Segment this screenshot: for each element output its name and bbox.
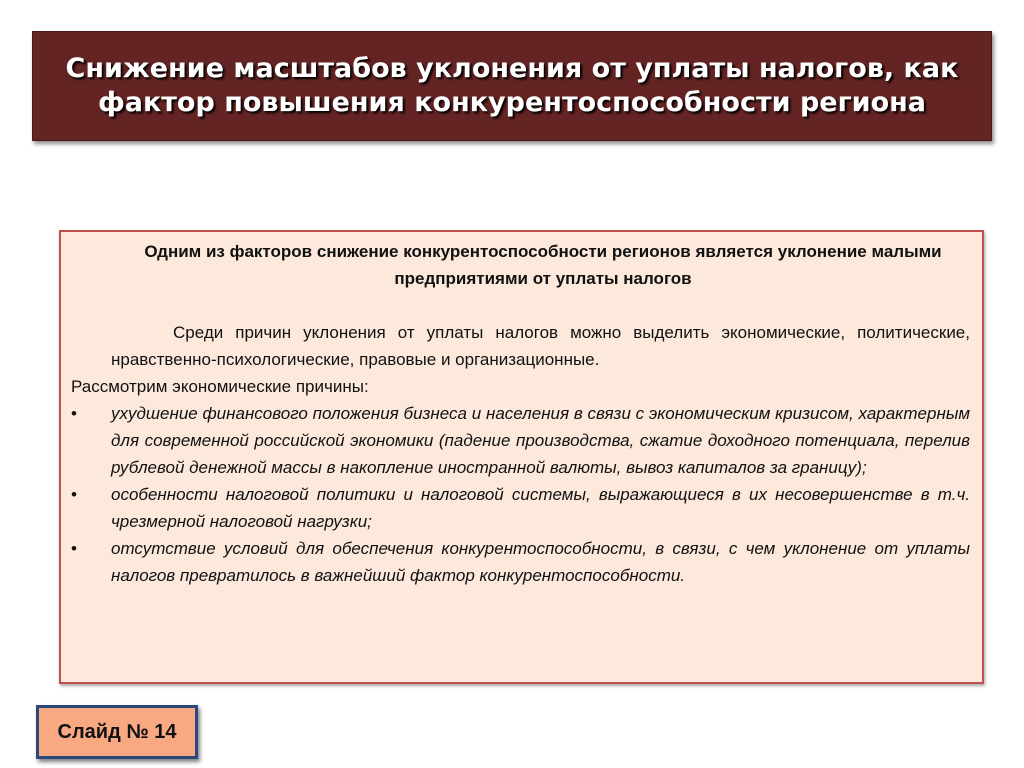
slide-number-badge bbox=[36, 705, 198, 759]
slide-number-label: Слайд № 14 bbox=[57, 720, 177, 743]
list-item bbox=[71, 400, 970, 481]
reasons-paragraph: Среди причин уклонения от уплаты налогов можно выделить экономические, политические, нравственно-психологические, правовые и организационные. bbox=[111, 323, 970, 369]
list-item-text: отсутствие условий для обеспечения конкурентоспособности, в связи, с чем уклонение от уплаты налогов превратилось в важнейший фактор конкурентоспособности. bbox=[111, 539, 970, 585]
slide-title: Снижение масштабов уклонения от уплаты налогов, как фактор повышения конкурентоспособности региона bbox=[65, 53, 959, 118]
list-item-text: особенности налоговой политики и налоговой системы, выражающиеся в их несовершенстве в т.ч. чрезмерной налоговой нагрузки; bbox=[111, 485, 970, 531]
spacer bbox=[71, 292, 970, 319]
list-item-text: ухудшение финансового положения бизнеса и населения в связи с экономическим кризисом, характерным для современной российской экономики (падение производства, сжатие доходного потенциала, перелив рублевой денежной массы в накопление иностранной валюты, вывоз капиталов за границу); bbox=[111, 404, 970, 477]
title-banner bbox=[32, 31, 992, 141]
economic-reasons-list bbox=[71, 400, 970, 589]
list-item bbox=[71, 481, 970, 535]
bullet-icon: • bbox=[71, 539, 77, 558]
consider-line: Рассмотрим экономические причины: bbox=[71, 377, 369, 396]
lead-statement: Одним из факторов снижение конкурентоспособности регионов является уклонение малыми предприятиями от уплаты налогов bbox=[144, 242, 942, 288]
bullet-icon: • bbox=[71, 485, 77, 504]
list-item bbox=[71, 535, 970, 589]
bullet-icon: • bbox=[71, 404, 77, 423]
content-box bbox=[59, 230, 984, 684]
